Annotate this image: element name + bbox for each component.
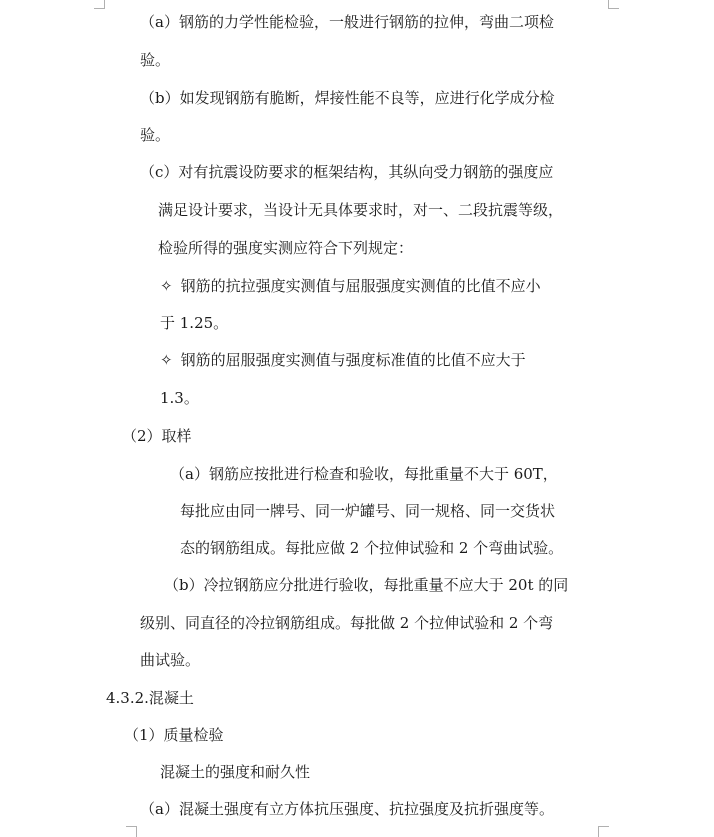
section-heading: （1）质量检验 <box>124 726 224 744</box>
paragraph-line: 级别、同直径的冷拉钢筋组成。每批做 2 个拉伸试验和 2 个弯 <box>140 614 554 632</box>
paragraph-line: 曲试验。 <box>140 651 201 669</box>
corner-mark-top-left <box>94 0 105 9</box>
paragraph-line: （c）对有抗震设防要求的框架结构，其纵向受力钢筋的强度应 <box>140 163 554 181</box>
corner-mark-bottom-left <box>126 826 137 837</box>
paragraph-line: 态的钢筋组成。每批应做 2 个拉伸试验和 2 个弯曲试验。 <box>180 539 564 557</box>
paragraph-line: 混凝土的强度和耐久性 <box>160 763 311 781</box>
paragraph-line: （b）冷拉钢筋应分批进行验收，每批重量不应大于 20t 的同 <box>164 576 569 594</box>
paragraph-line: 满足设计要求，当设计无具体要求时，对一、二段抗震等级， <box>158 201 564 219</box>
paragraph-line: 1.3。 <box>160 389 199 407</box>
section-heading: （2）取样 <box>122 427 192 445</box>
corner-mark-top-right <box>608 0 619 9</box>
paragraph-line: （b）如发现钢筋有脆断，焊接性能不良等，应进行化学成分检 <box>140 89 555 107</box>
paragraph-line: 验。 <box>140 126 171 144</box>
bullet-text: 钢筋的抗拉强度实测值与屈服强度实测值的比值不应小 <box>180 277 541 295</box>
bullet-item <box>160 350 526 370</box>
paragraph-line: 验。 <box>140 51 171 69</box>
paragraph-line: 每批应由同一牌号、同一炉罐号、同一规格、同一交货状 <box>180 502 556 520</box>
paragraph-line: （a）钢筋的力学性能检验，一般进行钢筋的拉伸，弯曲二项检 <box>140 13 554 31</box>
bullet-text: 钢筋的屈服强度实测值与强度标准值的比值不应大于 <box>180 351 526 369</box>
paragraph-line: 检验所得的强度实测应符合下列规定： <box>158 239 414 257</box>
diamond-bullet-icon: ✧ <box>160 351 173 369</box>
paragraph-line: 于 1.25。 <box>160 314 229 332</box>
paragraph-line: （a）钢筋应按批进行检查和验收，每批重量不大于 60T， <box>170 465 558 483</box>
corner-mark-bottom-right <box>598 826 609 837</box>
subsection-heading: 4.3.2.混凝土 <box>106 689 194 707</box>
paragraph-line: （a）混凝土强度有立方体抗压强度、抗拉强度及抗折强度等。 <box>140 800 554 818</box>
diamond-bullet-icon: ✧ <box>160 277 173 295</box>
bullet-item <box>160 276 541 296</box>
